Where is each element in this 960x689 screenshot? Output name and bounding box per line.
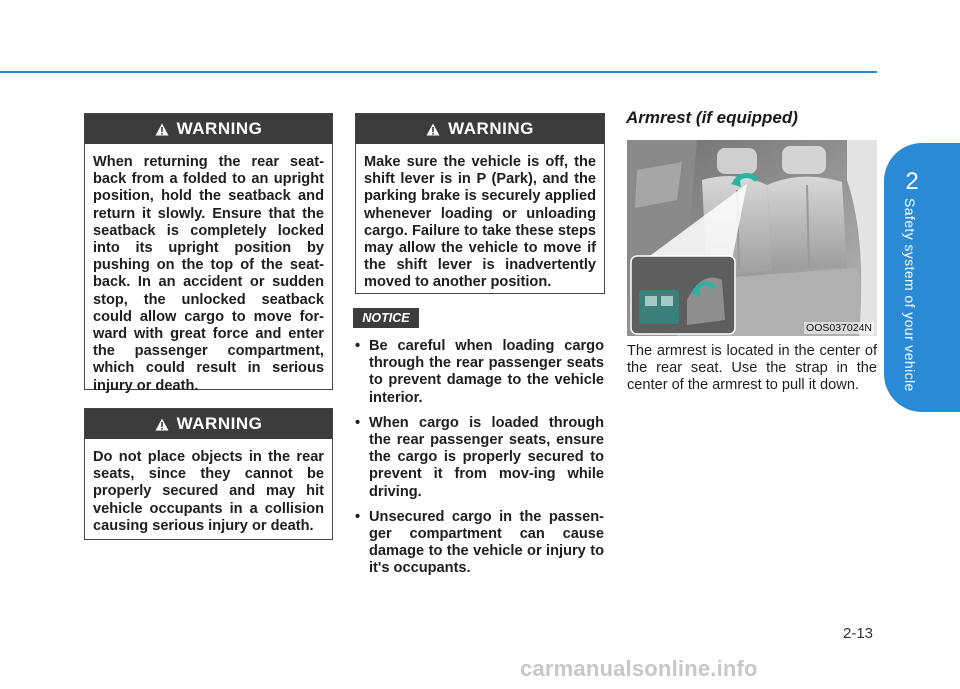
warning-triangle-icon: [155, 418, 169, 431]
page-number: 2-13: [843, 625, 874, 642]
warning-triangle-icon: [155, 123, 169, 136]
armrest-heading: Armrest (if equipped): [626, 108, 798, 127]
warning-label: WARNING: [448, 119, 534, 138]
section-number: 2: [905, 168, 919, 195]
warning-header: [356, 114, 604, 144]
warning-box-seatback: [84, 113, 333, 394]
notice-item: • Unsecured cargo in the passen-ger compartment can cause damage to the vehicle or injury to it's occupants.: [355, 509, 604, 578]
warning-text: When returning the rear seat-back from a folded to an upright position, hold the seatback and return it slowly. Ensure that the seatback is completely locked into its upright position by pushing on the top of the seat-back. In an accident or sudden stop, the unlocked seatback could allow cargo to move for-ward with great force and enter the passenger compartment, which could result in serious injury or death.: [93, 154, 324, 394]
warning-triangle-icon: [426, 123, 440, 136]
watermark: carmanualsonline.info: [520, 656, 758, 681]
notice-list: [355, 338, 604, 586]
warning-header: [85, 114, 332, 144]
notice-item: • Be careful when loading cargo through the rear passenger seats to prevent damage to the vehicle interior.: [355, 338, 604, 407]
warning-box-rear-seat-objects: [84, 408, 333, 540]
armrest-description: The armrest is located in the center of the rear seat. Use the strap in the center of the armrest to pull it down.: [627, 343, 877, 394]
notice-badge: NOTICE: [353, 308, 419, 328]
armrest-photo: [627, 140, 877, 336]
notice-item: • When cargo is loaded through the rear passenger seats, ensure the cargo is properly secured to prevent it from mov-ing while driving.: [355, 415, 604, 501]
image-code: OOS037024N: [806, 322, 872, 334]
rear-seat-illustration: [627, 140, 877, 336]
warning-text: Make sure the vehicle is off, the shift lever is in P (Park), and the parking brake is securely applied whenever loading or unloading cargo. Failure to take these steps may allow the vehicle to move if the shift lever is inadvertently moved to another position.: [364, 154, 596, 291]
warning-label: WARNING: [176, 414, 263, 433]
warning-header: [85, 409, 332, 439]
header-rule: [0, 71, 877, 73]
warning-text: Do not place objects in the rear seats, since they cannot be properly secured and may hit vehicle occupants in a collision causing serious injury or death.: [93, 449, 324, 534]
warning-label: WARNING: [176, 119, 263, 138]
section-title: Safety system of your vehicle: [902, 198, 918, 392]
warning-box-loading-cargo: [355, 113, 605, 294]
